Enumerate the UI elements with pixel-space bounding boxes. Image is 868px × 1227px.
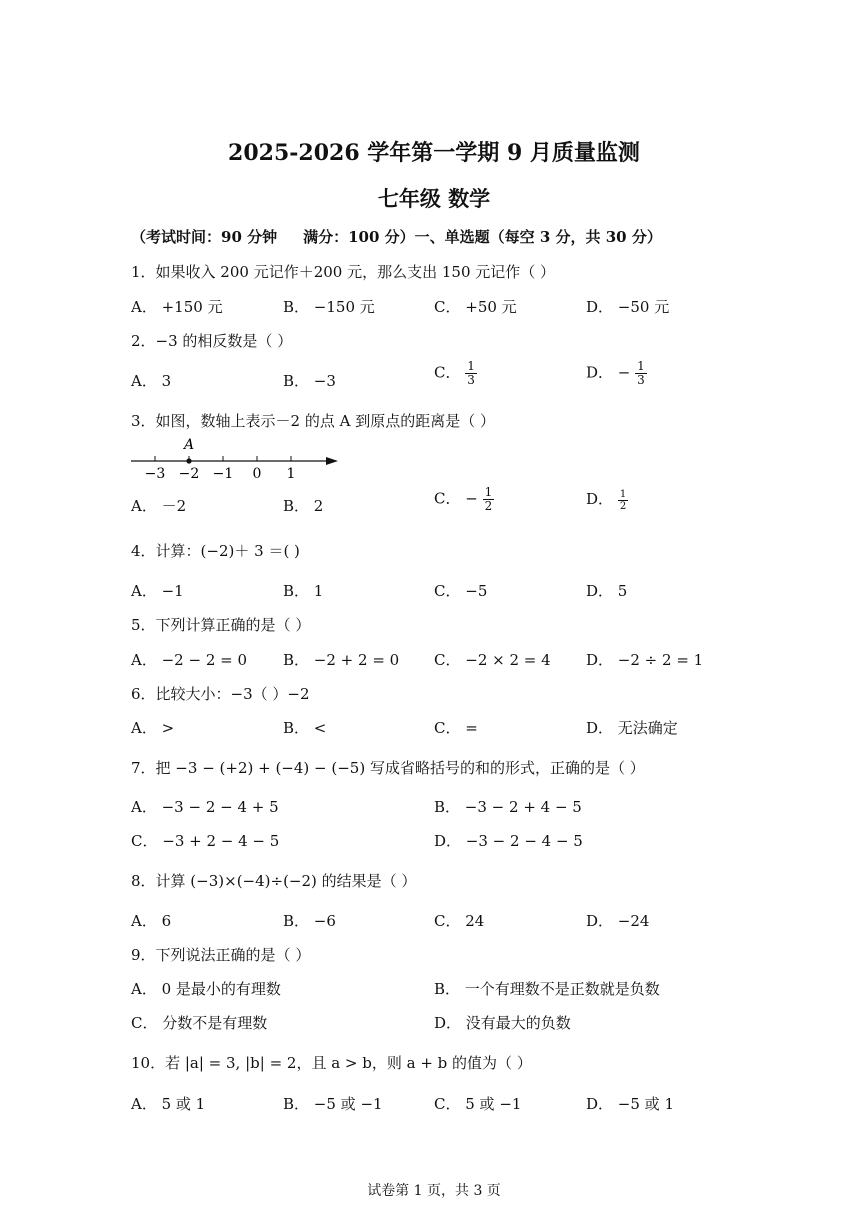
exam-time: （考试时间：90 分钟 bbox=[131, 228, 278, 246]
question-1-option-c: C． +50 元 bbox=[434, 298, 517, 316]
fraction-numerator: 1 bbox=[637, 359, 645, 373]
question-1-option-a: A． +150 元 bbox=[131, 298, 223, 316]
question-10-option-a: A． 5 或 1 bbox=[131, 1095, 206, 1113]
question-5-stem: 5．下列计算正确的是（ ） bbox=[131, 616, 311, 634]
number-line-figure bbox=[128, 436, 348, 482]
question-3-option-c bbox=[434, 486, 494, 513]
fraction-denominator: 2 bbox=[484, 499, 493, 514]
question-3-stem: 3．如图，数轴上表示－2 的点 A 到原点的距离是（ ） bbox=[131, 412, 495, 430]
question-9-option-a: A． 0 是最小的有理数 bbox=[131, 980, 281, 998]
question-2-option-b: B． −3 bbox=[283, 372, 336, 390]
question-3-option-c-prefix: C． − bbox=[434, 489, 478, 508]
question-10-option-d: D． −5 或 1 bbox=[586, 1095, 674, 1113]
question-4-option-a: A． −1 bbox=[131, 582, 184, 600]
exam-subtitle: 七年级 数学 bbox=[377, 186, 491, 211]
exam-title: 2025-2026 学年第一学期 9 月质量监测 bbox=[228, 140, 640, 166]
question-2-stem: 2．−3 的相反数是（ ） bbox=[131, 332, 293, 350]
question-6-option-d: D． 无法确定 bbox=[586, 719, 678, 737]
question-1-option-d: D． −50 元 bbox=[586, 298, 670, 316]
question-7-option-b: B． −3 − 2 + 4 − 5 bbox=[434, 798, 582, 816]
fraction-numerator: 1 bbox=[467, 359, 475, 373]
question-9-stem: 9．下列说法正确的是（ ） bbox=[131, 946, 311, 964]
question-8-option-d: D． −24 bbox=[586, 912, 650, 930]
tick-label: −1 bbox=[212, 466, 234, 482]
question-2-option-c-fraction bbox=[465, 360, 477, 387]
question-3-option-d bbox=[586, 488, 628, 512]
exam-score-and-section: 满分：100 分）一、单选题（每空 3 分，共 30 分） bbox=[303, 228, 662, 246]
question-7-option-c: C． −3 + 2 − 4 − 5 bbox=[131, 832, 280, 850]
question-8-option-b: B． −6 bbox=[283, 912, 336, 930]
question-8-option-c: C． 24 bbox=[434, 912, 485, 930]
question-5-option-b: B． −2 + 2 = 0 bbox=[283, 651, 400, 669]
number-line-arrow bbox=[326, 457, 338, 465]
question-9-option-d: D． 没有最大的负数 bbox=[434, 1014, 571, 1032]
question-6-option-c: C． = bbox=[434, 719, 478, 737]
page-footer: 试卷第 1 页，共 3 页 bbox=[367, 1183, 501, 1199]
question-3-option-d-fraction bbox=[618, 489, 628, 512]
fraction-numerator: 1 bbox=[619, 488, 627, 500]
question-6-option-b: B． < bbox=[283, 719, 327, 737]
fraction-denominator: 2 bbox=[619, 500, 627, 512]
tick-label: 0 bbox=[252, 466, 262, 482]
question-8-stem: 8．计算 (−3)×(−4)÷(−2) 的结果是（ ） bbox=[131, 872, 417, 890]
question-2-option-d bbox=[586, 360, 647, 387]
point-a-label: A bbox=[183, 437, 195, 453]
question-10-option-c: C． 5 或 −1 bbox=[434, 1095, 522, 1113]
question-2-option-d-prefix: D． − bbox=[586, 363, 631, 382]
question-6-option-a: A． > bbox=[131, 719, 175, 737]
question-7-stem: 7．把 −3 − (+2) + (−4) − (−5) 写成省略括号的和的形式，正确的是（ ） bbox=[131, 759, 645, 777]
question-3-option-d-prefix: D． bbox=[586, 490, 614, 508]
fraction-denominator: 3 bbox=[637, 373, 645, 388]
fraction-numerator: 1 bbox=[484, 485, 493, 499]
point-a-dot bbox=[186, 458, 191, 463]
question-1-option-b: B． −150 元 bbox=[283, 298, 375, 316]
question-2-option-c-prefix: C． bbox=[434, 363, 461, 382]
question-2-option-c bbox=[434, 360, 477, 387]
question-6-stem: 6．比较大小：−3（ ）−2 bbox=[131, 685, 310, 703]
question-9-option-b: B． 一个有理数不是正数就是负数 bbox=[434, 980, 660, 998]
question-10-stem: 10．若 |a| = 3, |b| = 2，且 a > b，则 a + b 的值为（ ） bbox=[131, 1054, 532, 1072]
tick-label: 1 bbox=[286, 466, 296, 482]
question-8-option-a: A． 6 bbox=[131, 912, 172, 930]
question-1-stem: 1．如果收入 200 元记作＋200 元，那么支出 150 元记作（ ） bbox=[131, 263, 556, 281]
question-7-option-a: A． −3 − 2 − 4 + 5 bbox=[131, 798, 279, 816]
fraction-denominator: 3 bbox=[467, 373, 475, 388]
question-3-option-b: B． 2 bbox=[283, 497, 324, 515]
question-5-option-c: C． −2 × 2 = 4 bbox=[434, 651, 551, 669]
question-4-option-c: C． −5 bbox=[434, 582, 488, 600]
question-4-stem: 4．计算：(−2)＋ 3 ＝( ) bbox=[131, 542, 300, 560]
question-5-option-a: A． −2 − 2 = 0 bbox=[131, 651, 248, 669]
question-3-option-c-fraction bbox=[483, 486, 495, 513]
question-3-option-a: A． －2 bbox=[131, 497, 187, 515]
tick-label: −3 bbox=[144, 466, 166, 482]
question-10-option-b: B． −5 或 −1 bbox=[283, 1095, 383, 1113]
question-7-option-d: D． −3 − 2 − 4 − 5 bbox=[434, 832, 583, 850]
question-2-option-d-fraction bbox=[635, 360, 647, 387]
tick-label: −2 bbox=[178, 466, 200, 482]
question-5-option-d: D． −2 ÷ 2 = 1 bbox=[586, 651, 704, 669]
question-2-option-a: A． 3 bbox=[131, 372, 172, 390]
exam-info bbox=[131, 226, 688, 247]
question-4-option-b: B． 1 bbox=[283, 582, 324, 600]
question-9-option-c: C． 分数不是有理数 bbox=[131, 1014, 268, 1032]
question-4-option-d: D． 5 bbox=[586, 582, 628, 600]
